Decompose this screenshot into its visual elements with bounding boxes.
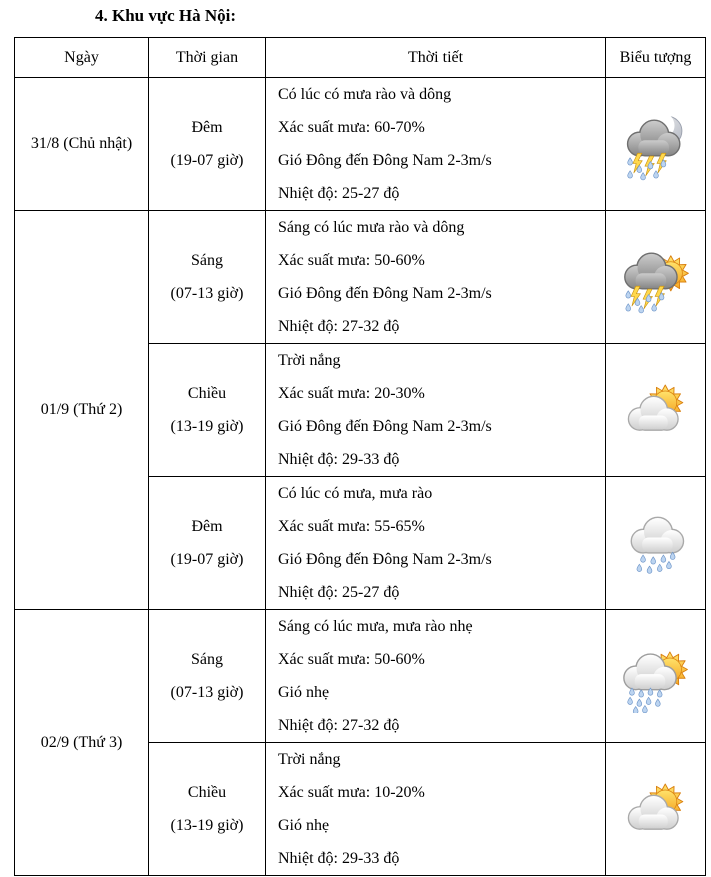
time-period-label: Đêm [191, 518, 223, 535]
weather-line: Xác suất mưa: 50-60% [278, 252, 425, 269]
weather-cell [266, 211, 606, 344]
weather-line: Gió Đông đến Đông Nam 2-3m/s [278, 418, 492, 435]
weather-line: Gió Đông đến Đông Nam 2-3m/s [278, 152, 492, 169]
weather-cell [266, 477, 606, 610]
rain-sun-cloud-icon [619, 639, 693, 713]
weather-line: Xác suất mưa: 55-65% [278, 518, 425, 535]
time-period-hours: (07-13 giờ) [170, 684, 244, 701]
icon-cell [606, 344, 706, 477]
header-cell-weather: Thời tiết [266, 38, 606, 78]
weather-line: Có lúc có mưa, mưa rào [278, 485, 433, 502]
time-cell [149, 78, 266, 211]
date-cell: 02/9 (Thứ 3) [15, 610, 149, 876]
header-cell-icon: Biểu tượng [606, 38, 706, 78]
time-period-label: Đêm [191, 119, 223, 136]
date-cell: 01/9 (Thứ 2) [15, 211, 149, 610]
weather-line: Gió nhẹ [278, 684, 330, 701]
header-cell-time: Thời gian [149, 38, 266, 78]
thunderstorm-night-icon [619, 107, 693, 181]
time-period-hours: (13-19 giờ) [170, 418, 244, 435]
icon-cell [606, 610, 706, 743]
weather-line: Nhiệt độ: 25-27 độ [278, 584, 400, 601]
rain-cloud-icon [619, 506, 693, 580]
time-period-label: Sáng [191, 651, 223, 668]
weather-line: Nhiệt độ: 27-32 độ [278, 717, 400, 734]
time-period-label: Chiều [187, 385, 227, 402]
weather-cell [266, 344, 606, 477]
time-period-hours: (19-07 giờ) [170, 551, 244, 568]
time-cell [149, 610, 266, 743]
weather-line: Xác suất mưa: 50-60% [278, 651, 425, 668]
weather-line: Xác suất mưa: 20-30% [278, 385, 425, 402]
time-period-label: Chiều [187, 784, 227, 801]
time-period-hours: (07-13 giờ) [170, 285, 244, 302]
weather-line: Nhiệt độ: 29-33 độ [278, 850, 400, 867]
thunderstorm-day-icon [619, 240, 693, 314]
weather-line: Nhiệt độ: 27-32 độ [278, 318, 400, 335]
weather-line: Xác suất mưa: 10-20% [278, 784, 425, 801]
time-period-hours: (19-07 giờ) [170, 152, 244, 169]
weather-line: Xác suất mưa: 60-70% [278, 119, 425, 136]
time-period-hours: (13-19 giờ) [170, 817, 244, 834]
time-cell [149, 211, 266, 344]
weather-line: Sáng có lúc mưa rào và dông [278, 219, 465, 236]
icon-cell [606, 477, 706, 610]
weather-cell [266, 743, 606, 876]
weather-line: Gió nhẹ [278, 817, 330, 834]
weather-line: Gió Đông đến Đông Nam 2-3m/s [278, 551, 492, 568]
weather-line: Nhiệt độ: 29-33 độ [278, 451, 400, 468]
icon-cell [606, 211, 706, 344]
page-title: 4. Khu vực Hà Nội: [95, 6, 237, 25]
weather-line: Sáng có lúc mưa, mưa rào nhẹ [278, 618, 473, 635]
time-cell [149, 743, 266, 876]
time-cell [149, 477, 266, 610]
forecast-table [14, 37, 706, 876]
time-cell [149, 344, 266, 477]
date-cell: 31/8 (Chủ nhật) [15, 78, 149, 211]
weather-line: Nhiệt độ: 25-27 độ [278, 185, 400, 202]
sun-behind-cloud-icon [619, 373, 693, 447]
sun-behind-cloud-icon [619, 772, 693, 846]
weather-cell [266, 610, 606, 743]
weather-line: Trời nắng [278, 751, 341, 768]
weather-line: Trời nắng [278, 352, 341, 369]
weather-line: Có lúc có mưa rào và dông [278, 86, 452, 103]
weather-cell [266, 78, 606, 211]
icon-cell [606, 78, 706, 211]
weather-line: Gió Đông đến Đông Nam 2-3m/s [278, 285, 492, 302]
time-period-label: Sáng [191, 252, 223, 269]
icon-cell [606, 743, 706, 876]
header-cell-date: Ngày [15, 38, 149, 78]
